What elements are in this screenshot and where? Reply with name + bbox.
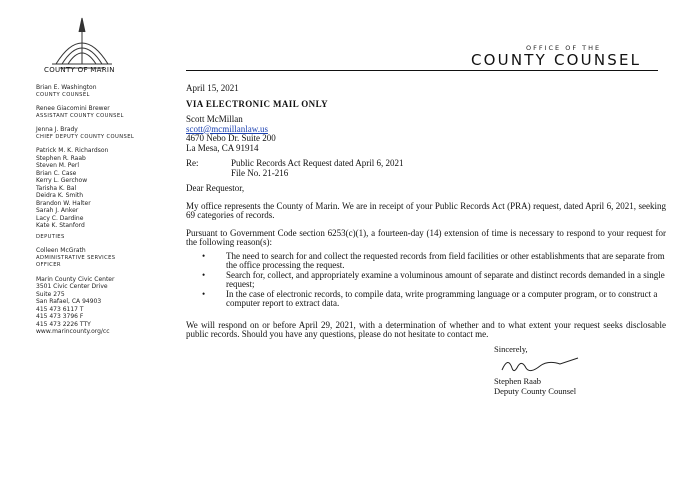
recipient-city: La Mesa, CA 91914 — [186, 142, 259, 153]
address-line: 3501 Civic Center Drive — [36, 283, 108, 290]
re-label: Re: — [186, 158, 199, 168]
chief-deputy-name: Jenna J. Brady — [36, 126, 78, 133]
subject-line — [186, 159, 666, 178]
county-counsel-title: COUNTY COUNSEL — [471, 51, 642, 69]
reasons-list — [186, 252, 666, 309]
reason-item: • The need to search for and collect the requested records from field facilities or other establishments that are separate from the office processing the request. — [226, 252, 666, 271]
subject-text: Public Records Act Request dated April 6, 2021 — [231, 158, 404, 168]
file-number: File No. 21-216 — [231, 167, 289, 178]
paragraph-intro: My office represents the County of Marin. We are in receipt of your Public Records Act (PRA) request, dated April 6, 2021, seeking 69 categories of records. — [186, 200, 666, 220]
tty-line: 415 473 2226 TTY — [36, 320, 91, 328]
admin-title-2: OFFICER — [36, 262, 61, 268]
deputy-name: Kerry L. Gerchow — [36, 177, 88, 184]
deputy-name: Tarisha K. Bal — [36, 184, 77, 192]
address-line: Marin County Civic Center — [36, 275, 115, 283]
website-link[interactable]: www.marincounty.org/cc — [36, 328, 110, 335]
deputies-list — [36, 147, 186, 241]
deputy-name: Lacy C. Dardine — [36, 214, 84, 222]
recipient-name: Scott McMillan — [186, 114, 243, 124]
fax-line: 415 473 3796 F — [36, 313, 84, 320]
recipient-email-link[interactable]: scott@mcmillanlaw.us — [186, 123, 268, 134]
deputy-name: Patrick M. K. Richardson — [36, 147, 109, 154]
phone-line: 415 473 6117 T — [36, 305, 84, 313]
address-line: San Rafael, CA 94903 — [36, 298, 102, 305]
office-address — [36, 276, 186, 336]
letter-date: April 15, 2021 — [186, 83, 239, 93]
logo-text: COUNTY OF MARIN — [44, 66, 115, 74]
chief-deputy-block — [36, 126, 186, 141]
address-line: Suite 275 — [36, 290, 65, 298]
admin-title: ADMINISTRATIVE SERVICES — [36, 254, 116, 261]
admin-block — [36, 247, 186, 270]
assistant-block — [36, 105, 186, 120]
counsel-block — [36, 84, 186, 99]
chief-deputy-title: CHIEF DEPUTY COUNTY COUNSEL — [36, 133, 135, 140]
sincerely-text: Sincerely, — [494, 344, 528, 354]
deputy-name: Stephen R. Raab — [36, 154, 86, 162]
signer-name: Stephen Raab — [494, 376, 541, 386]
salutation: Dear Requestor, — [186, 183, 245, 193]
delivery-method: VIA ELECTRONIC MAIL ONLY — [186, 98, 329, 109]
admin-name: Colleen McGrath — [36, 247, 86, 254]
deputy-name: Brian C. Case — [36, 169, 77, 177]
paragraph-extension: Pursuant to Government Code section 6253(c)(1), a fourteen-day (14) extension of time is necessary to respond to your request for the following reason(s): — [186, 227, 666, 247]
deputy-name: Kate K. Stanford — [36, 222, 85, 229]
reason-item: • Search for, collect, and appropriately examine a voluminous amount of separate and distinct records demanded in a single request; — [226, 271, 666, 290]
handwritten-signature — [500, 352, 580, 378]
office-of-label: OFFICE OF THE — [526, 44, 602, 52]
staff-sidebar — [36, 84, 186, 342]
assistant-name: Renee Giacomini Brewer — [36, 105, 110, 112]
deputy-name: Sarah J. Anker — [36, 207, 79, 214]
paragraph-response: We will respond on or before April 29, 2021, with a determination of whether and to what extent your request seeks disclosable public records. Should you have any questions, please do not hesitate to contact me. — [186, 319, 666, 339]
reason-item: • In the case of electronic records, to compile data, write programming language or a computer program, or to construct a computer report to extract data. — [226, 290, 666, 309]
deputy-name: Deidra K. Smith — [36, 192, 84, 199]
counsel-name: Brian E. Washington — [36, 84, 97, 91]
letter-body — [186, 84, 666, 348]
signer-title: Deputy County Counsel — [494, 386, 577, 396]
deputy-name: Steven M. Perl — [36, 162, 80, 169]
counsel-title: COUNTY COUNSEL — [36, 91, 90, 98]
deputies-title: DEPUTIES — [36, 233, 65, 240]
header-divider — [186, 70, 658, 71]
recipient-street: 4670 Nebo Dr. Suite 200 — [186, 133, 276, 143]
deputy-name: Brandon W. Halter — [36, 199, 91, 207]
assistant-title: ASSISTANT COUNTY COUNSEL — [36, 112, 124, 119]
